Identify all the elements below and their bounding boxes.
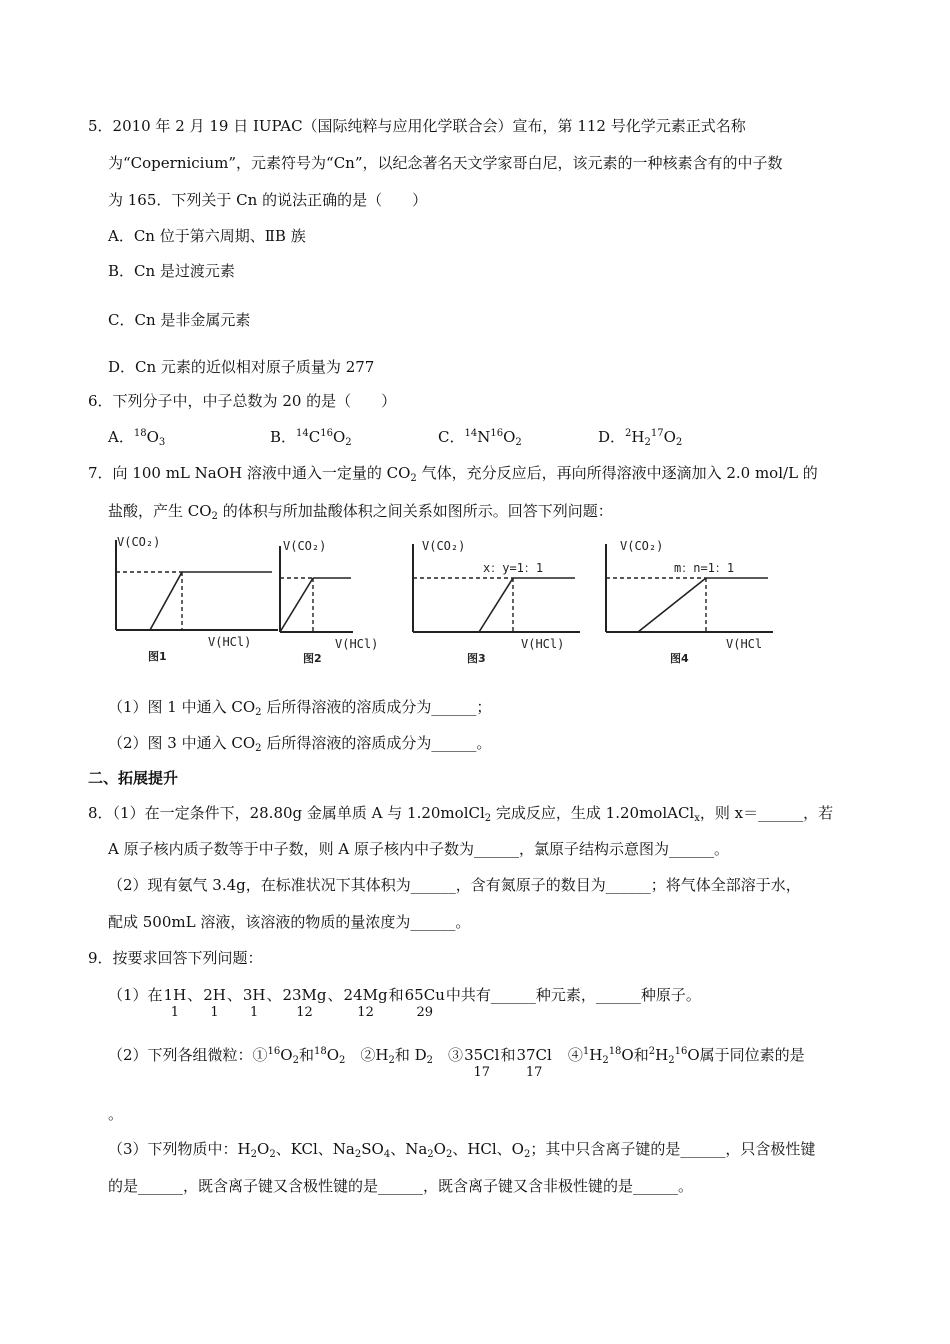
q5-option-a[interactable]: A．Cn 位于第六周期、ⅡB 族	[108, 227, 306, 245]
q5-line-2: 为“Copernicium”，元素符号为“Cn”，以纪念著名天文学家哥白尼，该元素的一种核素含有的中子数	[108, 154, 783, 172]
nuclide-h3: 3H 1	[242, 986, 266, 1020]
q7-sub-2: （2）图 3 中通入 $CO_2$ 后所得溶液的溶质成分为______。	[108, 734, 492, 754]
figure-3-caption: 图3	[467, 652, 486, 665]
figure-1-ylabel: V(CO₂)	[117, 535, 161, 549]
q7-line-2: 盐酸，产生 $CO_2$ 的体积与所加盐酸体积之间关系如图所示。回答下列问题：	[108, 502, 613, 522]
figure-2-graph	[263, 536, 393, 666]
nuclide-cl37: 37Cl 17	[516, 1046, 552, 1080]
figure-1-caption: 图1	[148, 650, 167, 663]
q9-stem: 9．按要求回答下列问题：	[88, 949, 263, 967]
q6-option-d[interactable]: D．$^2H_2^{17}O_2$	[598, 428, 683, 448]
figure-3-ratio: x：y=1：1	[483, 561, 544, 575]
figure-3-graph	[405, 536, 585, 666]
q5-option-d[interactable]: D．Cn 元素的近似相对原子质量为 277	[108, 358, 375, 376]
figure-1	[100, 532, 280, 667]
nuclide-h2: 2H 1	[203, 986, 226, 1020]
figure-3-rise-line	[479, 578, 513, 632]
q9-sub-2: （2）下列各组微粒：$①^{16}O_2$和$^{18}O_2$ $②H_2$和 $D_2$ ③35Cl 17 和37Cl 17 $④^1H_2^{18}O$和$^2H_2^{16}O$属于同位素的是	[108, 1046, 805, 1080]
figure-2-rise-line	[280, 578, 313, 632]
figure-1-xlabel: V(HCl)	[208, 635, 252, 649]
figure-3-ylabel: V(CO₂)	[422, 539, 466, 553]
figure-4-ylabel: V(CO₂)	[620, 539, 664, 553]
nuclide-mg23: 23Mg 12	[282, 986, 327, 1020]
q9-sub-3-line-1: （3）下列物质中：$H_2O_2$、KCl、$Na_2SO_4$、$Na_2O_2$、HCl、$O_2$；其中只含离子键的是______，只含极性键	[108, 1140, 816, 1160]
q8-line-1: 8．（1）在一定条件下，28.80g 金属单质 A 与 1.20molCl$_2$ 完成反应，生成 1.20molACl$_x$，则 x＝______，若	[88, 804, 834, 824]
q6-option-c[interactable]: C．$^{14}N^{16}O_2$	[438, 428, 522, 448]
figure-4-rise-line	[638, 578, 706, 632]
q9-sub-2-end: 。	[108, 1105, 124, 1123]
q5-option-c[interactable]: C．Cn 是非金属元素	[108, 311, 251, 329]
q5-line-3: 为 165．下列关于 Cn 的说法正确的是（ ）	[108, 191, 428, 209]
figure-4	[598, 536, 778, 666]
nuclide-mg24: 24Mg 12	[343, 986, 388, 1020]
q6-option-b[interactable]: B．$^{14}C^{16}O_2$	[270, 428, 352, 448]
figure-1-rise-line	[150, 572, 182, 630]
section-heading: 二、拓展提升	[88, 769, 179, 787]
q6-option-a[interactable]: A．$^{18}O_3$	[108, 428, 166, 448]
figure-4-ratio: m：n=1：1	[674, 561, 735, 575]
q8-line-3: （2）现有氨气 3.4g，在标准状况下其体积为______，含有氮原子的数目为______；将气体全部溶于水，	[108, 876, 801, 894]
figure-2-ylabel: V(CO₂)	[283, 539, 327, 553]
figure-2	[263, 536, 393, 666]
q7-sub-1: （1）图 1 中通入 $CO_2$ 后所得溶液的溶质成分为______；	[108, 698, 492, 718]
figure-3-xlabel: V(HCl)	[521, 637, 565, 651]
q9-sub-3-line-2: 的是______，既含离子键又含极性键的是______，既含离子键又含非极性键的是______。	[108, 1177, 694, 1195]
figure-4-xlabel: V(HCl	[726, 637, 763, 651]
figure-1-graph	[100, 532, 280, 667]
q9-sub-1: （1）在1H 1 、2H 1 、3H 1 、23Mg 12 、24Mg 12 和65Cu 29 中共有______种元素，______种原子。	[108, 986, 701, 1020]
figure-4-graph	[598, 536, 778, 666]
q7-line-1: 7．向 100 mL NaOH 溶液中通入一定量的 $CO_2$ 气体，充分反应后，再向所得溶液中逐滴加入 2.0 mol/L 的	[88, 464, 818, 484]
q6-stem: 6．下列分子中，中子总数为 20 的是（ ）	[88, 392, 397, 410]
q8-line-4: 配成 500mL 溶液，该溶液的物质的量浓度为______。	[108, 913, 471, 931]
nuclide-cu65: 65Cu 29	[404, 986, 445, 1020]
q8-line-2: A 原子核内质子数等于中子数，则 A 原子核内中子数为______，氯原子结构示意图为______。	[108, 840, 729, 858]
figure-3	[405, 536, 585, 666]
figure-4-caption: 图4	[670, 652, 689, 665]
figure-2-xlabel: V(HCl)	[335, 637, 379, 651]
nuclide-cl35: 35Cl 17	[464, 1046, 500, 1080]
q5-option-b[interactable]: B．Cn 是过渡元素	[108, 262, 235, 280]
nuclide-h1: 1H 1	[163, 986, 187, 1020]
figure-2-caption: 图2	[303, 652, 322, 665]
q5-line-1: 5．2010 年 2 月 19 日 IUPAC（国际纯粹与应用化学联合会）宣布，第 112 号化学元素正式名称	[88, 117, 746, 135]
